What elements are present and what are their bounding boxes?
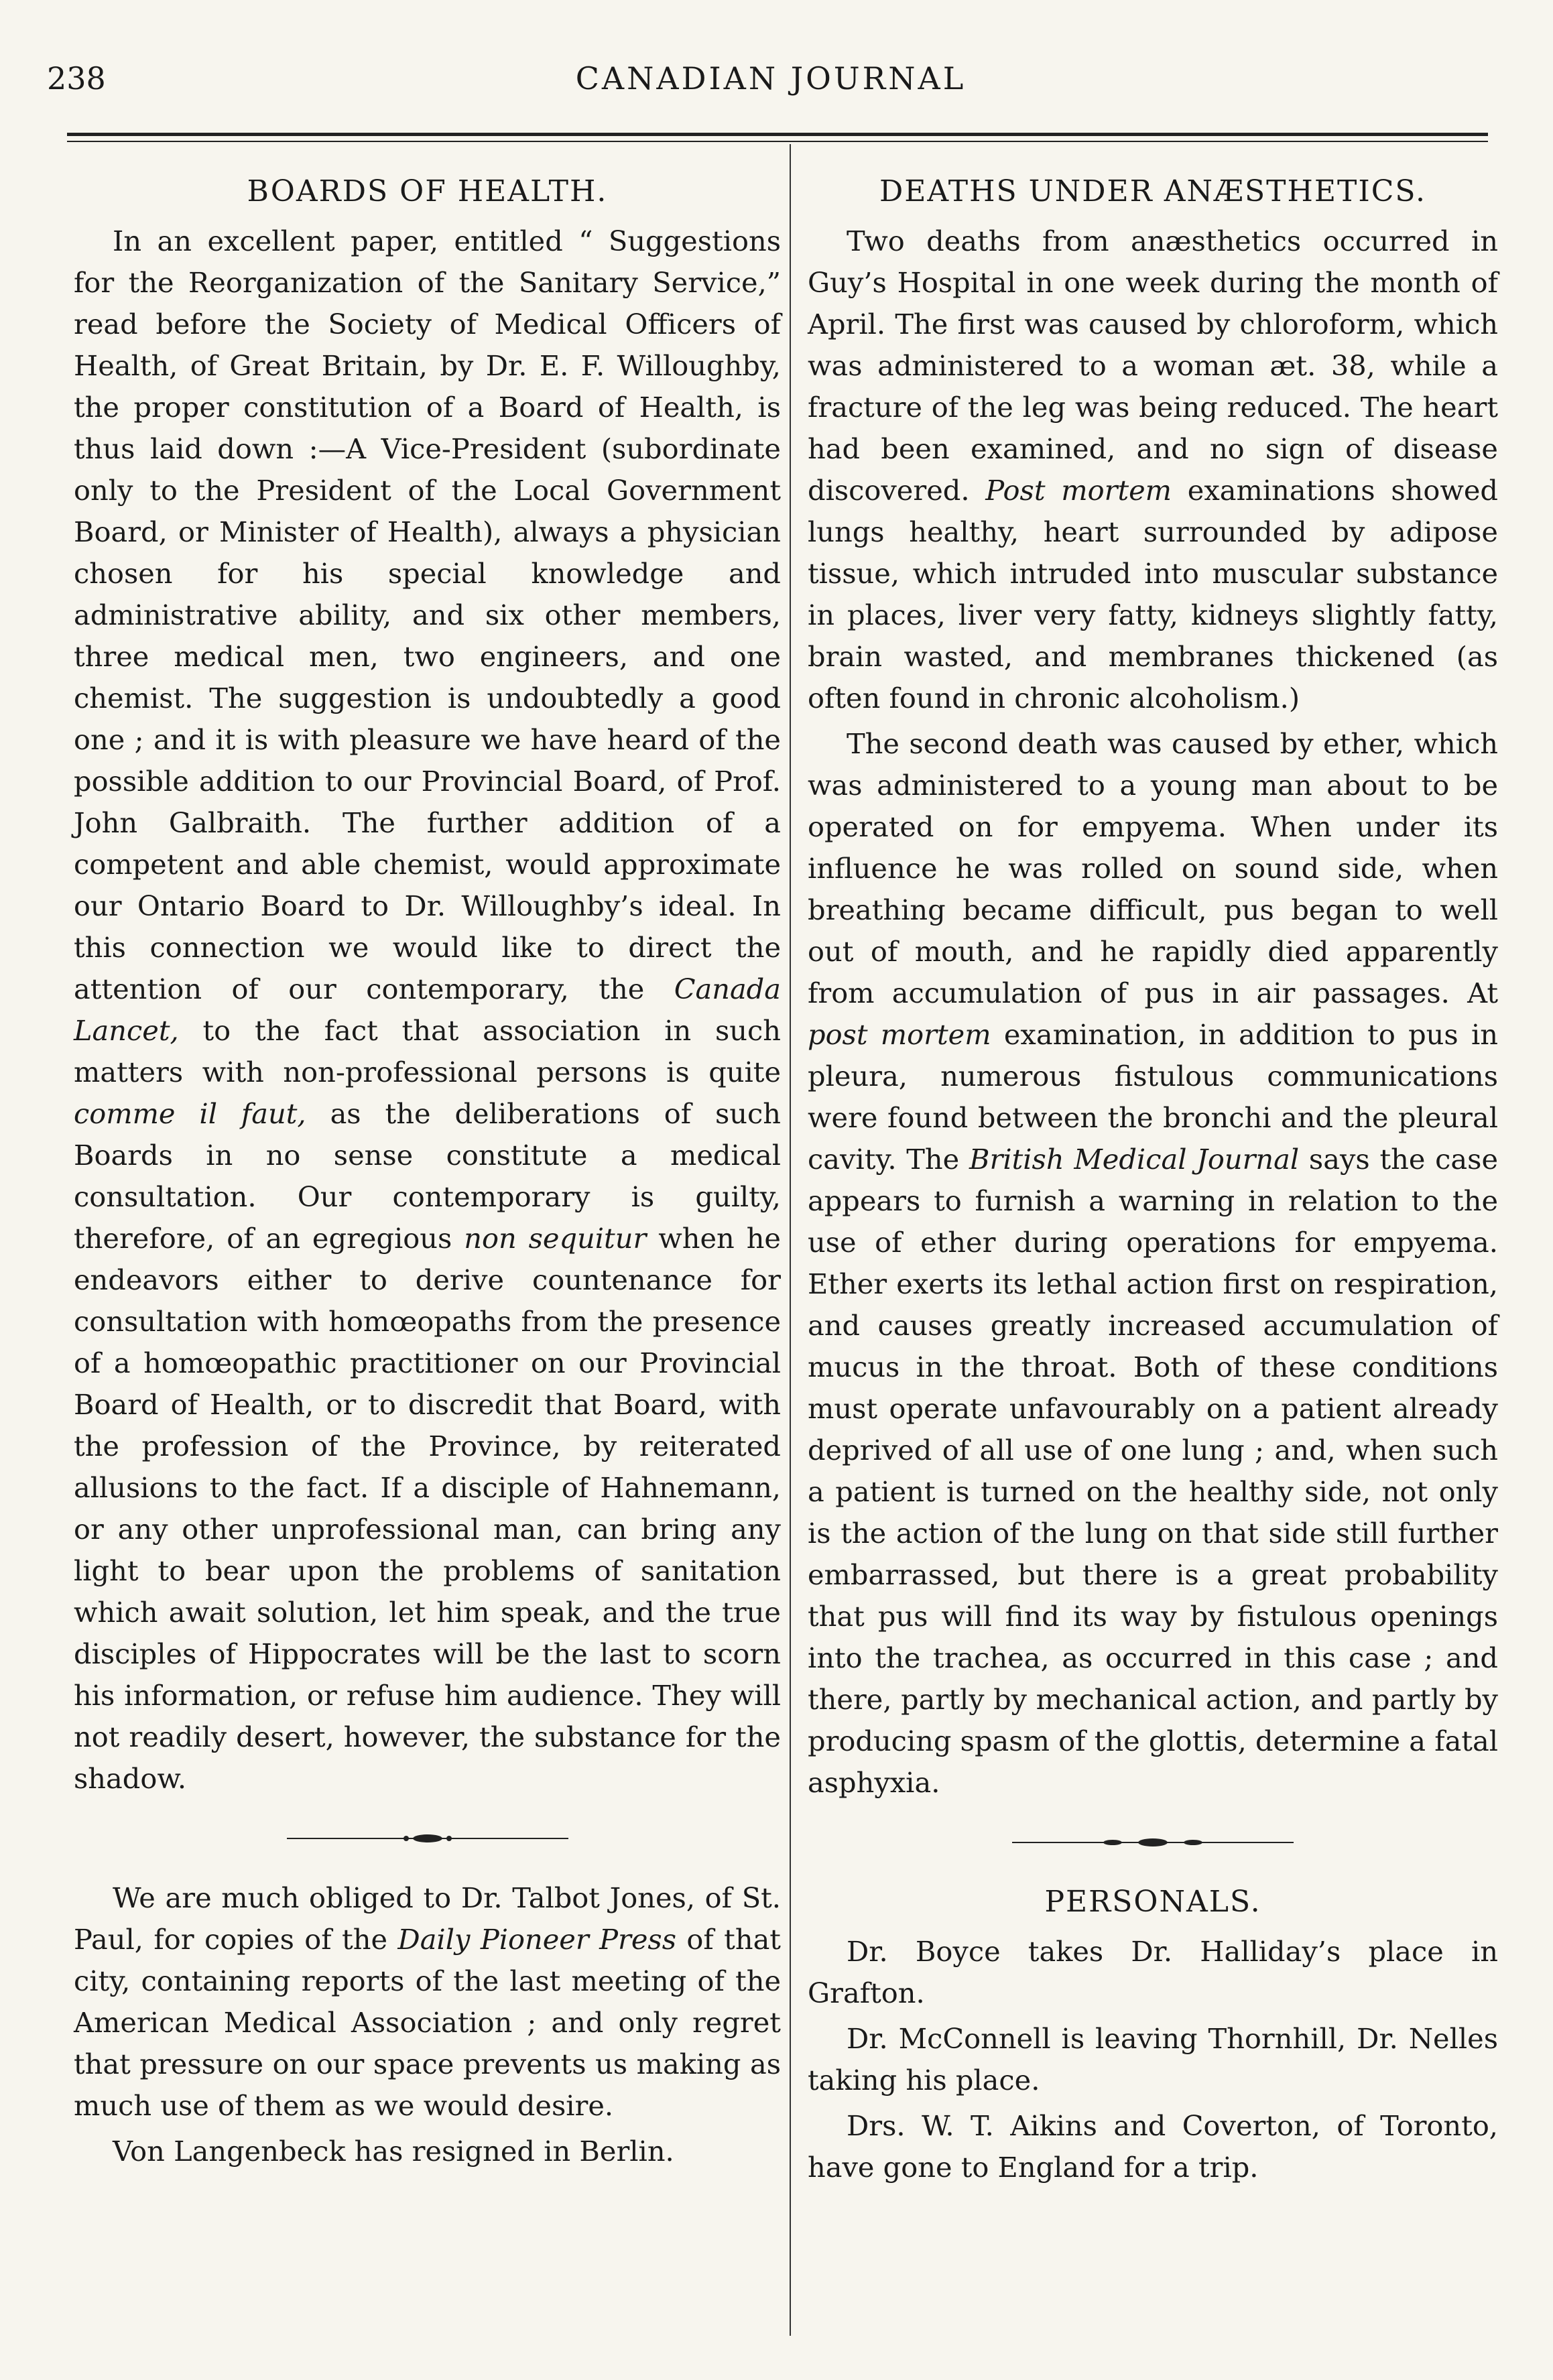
left-column [74, 171, 781, 2172]
personal-item: Dr. McConnell is leaving Thornhill, Dr. Nelles taking his place. [808, 2022, 1498, 2096]
personal-item: Dr. Boyce takes Dr. Halliday’s place in Grafton. [808, 1935, 1498, 2009]
page-header [47, 60, 1495, 114]
running-head: CANADIAN JOURNAL [575, 60, 967, 97]
header-rule-thick [67, 133, 1488, 136]
article-paragraph: In an excellent paper, entitled “ Suggestions for the Reorganization of the Sanitary Service,” read before the Society of Medical Officers of Health, of Great Britain, by Dr. E. F. Willoughby, the proper constitution of a Board of Health, is thus laid down :—A Vice-President (subordinate only to the President of the Local Government Board, or Minister of Health), always a physician chosen for his special knowledge and administrative ability, and six other members, three medical men, two engineers, and one chemist. The suggestion is undoubtedly a good one ; and it is with pleasure we have heard of the possible addition to our Provincial Board, of Prof. John Galbraith. The further addition of a competent and able chemist, would approximate our Ontario Board to Dr. Willoughby’s ideal. In this connection we would like to direct the attention of our contemporary, the Canada Lancet, to the fact that association in such matters with non-professional persons is quite comme il faut, as the deliberations of such Boards in no sense constitute a medical consultation. Our contemporary is guilty, therefore, of an egregious non sequitur when he endeavors either to derive countenance for consultation with homœopaths from the presence of a homœopathic practitioner on our Provincial Board of Health, or to discredit that Board, with the profession of the Province, by reiterated allusions to the fact. If a disciple of Hahnemann, or any other unprofessional man, can bring any light to bear upon the problems of sanitation which await solution, let him speak, and the true disciples of Hippocrates will be the last to scorn his information, or refuse him audience. They will not readily desert, however, the substance for the shadow. [74, 225, 782, 1795]
note-paragraph: Von Langenbeck has resigned in Berlin. [113, 2135, 674, 2168]
section-ornament-divider [287, 1832, 568, 1845]
article-paragraph: The second death was caused by ether, which was administered to a young man about to be operated on for empyema. When under its influence he was rolled on sound side, when breathing became difficult, pus began to well out of mouth, and he rapidly died apparently from accumulation of pus in air passages. At post mortem examination, in addition to pus in pleura, numerous fistulous communications were found between the bronchi and the pleural cavity. The British Medical Journal says the case appears to furnish a warning in relation to the use of ether during operations for empyema. Ether exerts its lethal action first on respiration, and causes greatly increased accumulation of mucus in the throat. Both of these conditions must operate unfavourably on a patient already deprived of all use of one lung ; and, when such a patient is turned on the healthy side, not only is the action of the lung on that side still further embarrassed, but there is a great probability that pus will find its way by fistulous openings into the trachea, as occurred in this case ; and there, partly by mechanical action, and partly by producing spasm of the glottis, determine a fatal asphyxia. [808, 727, 1498, 1799]
personal-item: Drs. W. T. Aikins and Coverton, of Toronto, have gone to England for a trip. [808, 2109, 1498, 2184]
note-paragraph: We are much obliged to Dr. Talbot Jones, of St. Paul, for copies of the Daily Pioneer Press of that city, containing reports of the last meeting of the American Medical Association ; and only regret that pressure on our space prevents us making as much use of them as we would desire. [74, 1881, 781, 2122]
page-number: 238 [47, 60, 106, 97]
column-divider [790, 144, 791, 2336]
section-ornament-divider [1012, 1836, 1294, 1849]
article-title-deaths-under-anaesthetics: DEATHS UNDER ANÆSTHETICS. [879, 174, 1426, 208]
article-paragraph: Two deaths from anæsthetics occurred in Guy’s Hospital in one week during the month of April. The first was caused by chloroform, which was administered to a woman æt. 38, while a fracture of the leg was being reduced. The heart had been examined, and no sign of disease discovered. Post mortem examinations showed lungs healthy, heart surrounded by adipose tissue, which intruded into muscular substance in places, liver very fatty, kidneys slightly fatty, brain wasted, and membranes thickened (as often found in chronic alcoholism.) [808, 225, 1498, 714]
article-title-boards-of-health: BOARDS OF HEALTH. [247, 174, 608, 208]
right-column [808, 171, 1498, 2188]
header-rule-thin [67, 141, 1488, 142]
section-title-personals: PERSONALS. [1044, 1885, 1261, 1919]
